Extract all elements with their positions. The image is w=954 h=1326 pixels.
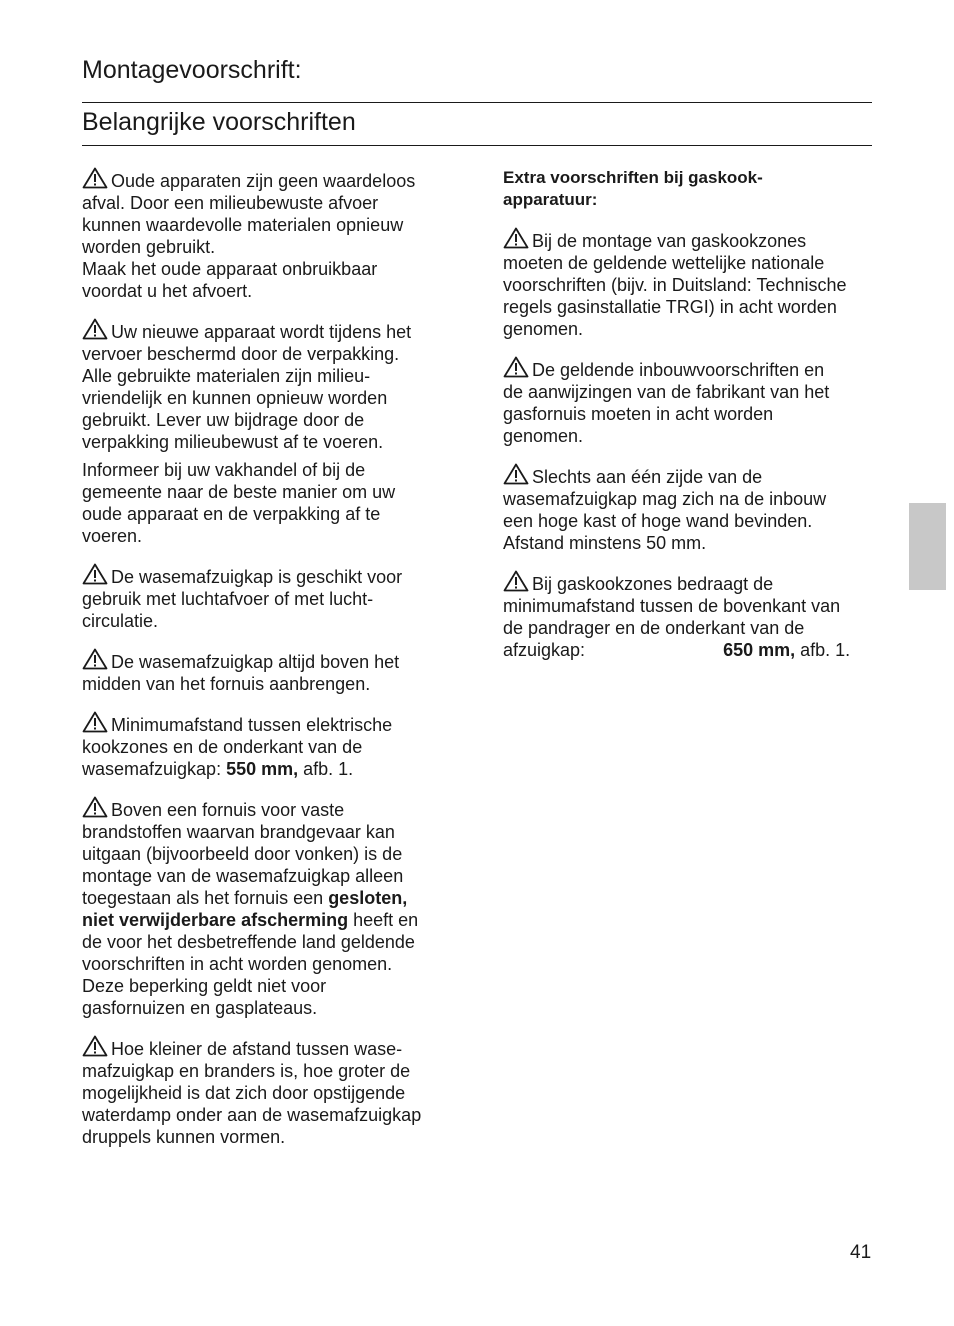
right-column [503, 167, 873, 677]
paragraph-mount-center: De wasemafzuigkap altijd boven het midden van het fornuis aanbrengen. [82, 648, 454, 695]
warning-triangle-icon [503, 227, 529, 249]
warning-triangle-icon [82, 318, 108, 340]
gas-appliance-heading: Extra voorschriften bij gaskook- apparatuur: [503, 168, 763, 209]
paragraph-gas-regulations: Bij de montage van gaskookzones moeten de geldende wettelijke nationale voorschriften (bijv. in Duitsland: Technische regels gasinstallatie TRGI) in acht worden genomen. [503, 227, 873, 340]
paragraph-one-side-cabinet: Slechts aan één zijde van de wasemafzuigkap mag zich na de inbouw een hoge kast of hoge wand bevinden. Afstand minstens 50 mm. [503, 463, 873, 554]
paragraph-min-distance-electric: Minimumafstand tussen elektrische kookzones en de onderkant van de wasemafzuigkap: 550 mm, afb. 1. [82, 711, 454, 780]
page-number: 41 [850, 1242, 872, 1263]
paragraph-old-appliances: Oude apparaten zijn geen waardeloos afval. Door een milieubewuste afvoer kunnen waardevolle materialen opnieuw worden gebruikt. Maak het oude apparaat onbruikbaar voordat u het afvoert. [82, 167, 454, 302]
side-tab-marker [909, 503, 946, 590]
paragraph-packaging: Uw nieuwe apparaat wordt tijdens het vervoer beschermd door de verpakking. Alle gebruikte materialen zijn milieu- vriendelijk en kunnen opnieuw worden gebruikt. Lever uw bijdrage door de verpakking milieubewust af te voeren. [82, 318, 454, 453]
paragraph-installation-rules: De geldende inbouwvoorschriften en de aanwijzingen van de fabrikant van het gasfornuis moeten in acht worden genomen. [503, 356, 873, 447]
paragraph-solid-fuel: Boven een fornuis voor vaste brandstoffen waarvan brandgevaar kan uitgaan (bijvoorbeeld door vonken) is de montage van de wasemafzuigkap alleen toegestaan als het fornuis een gesloten, niet verwijderbare afscherming heeft en de voor het desbetreffende land geldende voorschriften in acht worden genomen. Deze beperking geldt niet voor gasfornuizen en gasplateaus. [82, 796, 454, 1019]
divider-bottom [82, 145, 872, 146]
paragraph-inform-dealer: Informeer bij uw vakhandel of bij de gemeente naar de beste manier om uw oude apparaat en de verpakking af te voeren. [82, 460, 396, 546]
divider-top [82, 102, 872, 103]
warning-triangle-icon [82, 1035, 108, 1057]
page-title: Montagevoorschrift: [82, 56, 302, 84]
left-column [82, 167, 454, 1164]
section-title: Belangrijke voorschriften [82, 108, 356, 136]
warning-triangle-icon [82, 711, 108, 733]
paragraph-suitability: De wasemafzuigkap is geschikt voor gebruik met luchtafvoer of met lucht- circulatie. [82, 563, 454, 632]
warning-triangle-icon [82, 648, 108, 670]
warning-triangle-icon [503, 570, 529, 592]
warning-triangle-icon [82, 796, 108, 818]
paragraph-condensation: Hoe kleiner de afstand tussen wase- mafzuigkap en branders is, hoe groter de mogelijkheid is dat zich door opstijgende waterdamp onder aan de wasemafzuigkap druppels kunnen vormen. [82, 1035, 454, 1148]
warning-triangle-icon [82, 563, 108, 585]
warning-triangle-icon [503, 356, 529, 378]
paragraph-min-distance-gas: Bij gaskookzones bedraagt de minimumafstand tussen de bovenkant van de pandrager en de onderkant van de afzuigkap: 650 mm, afb. 1. [503, 570, 873, 661]
warning-triangle-icon [82, 167, 108, 189]
warning-triangle-icon [503, 463, 529, 485]
